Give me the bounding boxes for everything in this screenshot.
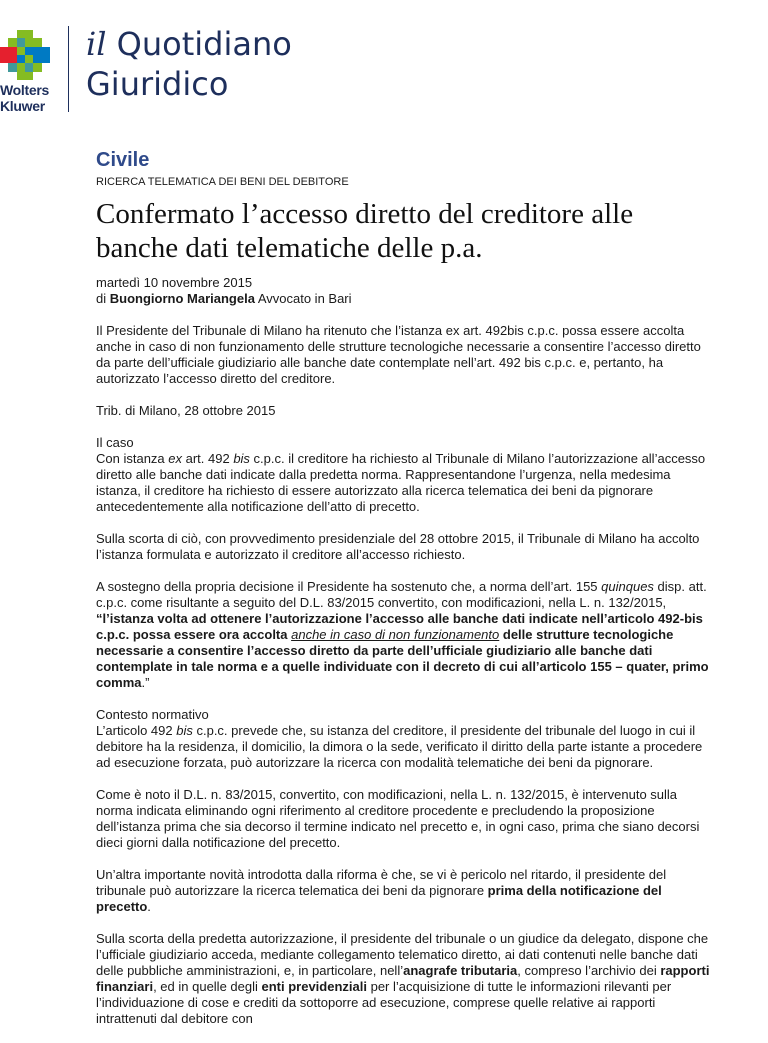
text: .” — [141, 675, 150, 690]
text: , ed in quelle degli — [153, 979, 262, 994]
masthead — [0, 0, 768, 130]
text-bold: anagrafe tributaria — [403, 963, 518, 978]
article-title: Confermato l’accesso diretto del creditore alle banche dati telematiche delle p.a. — [96, 198, 634, 264]
text: c.p.c. il creditore ha richiesto al Tribunale di Milano l’autorizzazione all’accesso diretto alle banche dati indicate dalla predetta norma. Rappresentandone l’urgenza, nella medesima istanza, il creditore ha richiesto di essere autorizzato alla ricerca telematica dei beni da pignorare antecedentemente alla notificazione dell’atto di precetto. — [96, 451, 706, 514]
text-bold: delle strutture tecnologiche necessarie a consentire l’accesso diretto da parte dell’ufficiale giudiziario alle banche dati contemplate in tale norma e a quelle individuate con il decreto di cui all’articolo 155 – quater, primo comma — [96, 627, 709, 690]
text: , compreso l’archivio dei — [517, 963, 661, 978]
text: L’articolo 492 — [96, 723, 177, 738]
contesto-heading: Contesto normativo — [96, 707, 209, 722]
byline — [96, 291, 716, 307]
contesto-paragraph-2: Come è noto il D.L. n. 83/2015, convertito, con modificazioni, nella L. n. 132/2015, è intervenuto sulla norma indicata eliminando ogni riferimento al creditore procedente e precludendo la proposizione dell’istanza prima che sia decorso il termine indicato nel precetto e, in ogni caso, prima che siano decorsi dieci giorni dalla notificazione del precetto. — [96, 787, 700, 850]
author-role: Avvocato in Bari — [257, 291, 352, 306]
text: c.p.c. prevede che, su istanza del creditore, il presidente del tribunale del luogo in cui il debitore ha la residenza, il domicilio, la dimora o la sede, verificato il diritto della parte istante a procedere ad esecuzione forzata, può autorizzare la ricerca con modalità telematiche dei beni da pignorare. — [96, 723, 703, 770]
caso-paragraph-3 — [96, 579, 716, 691]
publisher-logo-text — [0, 82, 62, 114]
caso-heading: Il caso — [96, 435, 134, 450]
contesto-paragraph-4 — [96, 931, 716, 1027]
article-date: martedì 10 novembre 2015 — [96, 275, 253, 290]
text: Con istanza — [96, 451, 169, 466]
contesto-paragraph-3 — [96, 867, 716, 915]
text-italic: bis — [176, 723, 193, 738]
caso-paragraph-2: Sulla scorta di ciò, con provvedimento presidenziale del 28 ottobre 2015, il Tribunale di Milano ha accolto l’istanza formulata e autorizzato il creditore all’accesso richiesto. — [96, 531, 700, 562]
publication-title — [86, 24, 292, 104]
text-italic: bis — [233, 451, 250, 466]
brand-il: il — [86, 25, 107, 63]
text: . — [147, 899, 151, 914]
text-bold: rapporti finanziari — [96, 963, 710, 994]
text-italic: ex — [168, 451, 182, 466]
citation: Trib. di Milano, 28 ottobre 2015 — [96, 403, 276, 418]
article — [96, 148, 716, 1043]
text-underline: anche in caso di non funzionamento — [291, 627, 500, 642]
brand-line-1: Quotidiano — [116, 25, 292, 63]
byline-prefix: di — [96, 291, 107, 306]
summary: Il Presidente del Tribunale di Milano ha ritenuto che l’istanza ex art. 492bis c.p.c. possa essere accolta anche in caso di non funzionamento delle strutture tecnologiche necessarie a consentire l’accesso diretto da parte dell’ufficiale giudiziario alle banche date contemplate nell’art. 492 bis c.p.c. e, pertanto, ha autorizzato l’accesso diretto del creditore. — [96, 323, 701, 386]
kicker: RICERCA TELEMATICA DEI BENI DEL DEBITORE — [96, 176, 349, 188]
caso-paragraph-1 — [96, 435, 716, 515]
text: art. 492 — [182, 451, 234, 466]
text: A sostegno della propria decisione il Presidente ha sostenuto che, a norma dell’art. 155 — [96, 579, 602, 594]
author-name: Buongiorno Mariangela — [109, 291, 255, 306]
text: per l’acquisizione di tutte le informazioni rilevanti per l’individuazione di cose e crediti da sottoporre ad esecuzione, comprese quelle relative ai rapporti intrattenuti dal debitore con — [96, 979, 672, 1026]
text-bold: enti previdenziali — [261, 979, 367, 994]
brand-line-2: Giuridico — [86, 65, 229, 103]
wolters-kluwer-logo-icon — [0, 30, 50, 80]
logo-divider — [68, 26, 69, 112]
text-bold: “l’istanza volta ad ottenere l’autorizzazione l’accesso alle banche dati indicate nell’articolo 492-bis c.p.c. possa essere ora accolta — [96, 611, 703, 642]
text: Sulla scorta della predetta autorizzazione, il presidente del tribunale o un giudice da delegato, dispone che l’ufficiale giudiziario acceda, mediante collegamento telematico diretto, ai dati contenuti nelle banche dati delle pubbliche amministrazioni, e, in particolare, nell’ — [96, 931, 709, 978]
text-bold: prima della notificazione del precetto — [96, 883, 662, 914]
text: Un’altra importante novità introdotta dalla riforma è che, se vi è pericolo nel ritardo, il presidente del tribunale può autorizzare la ricerca telematica dei beni da pignorare — [96, 867, 667, 898]
logo-line-2: Kluwer — [0, 98, 45, 114]
section-label: Civile — [96, 149, 150, 171]
contesto-paragraph-1 — [96, 707, 716, 771]
text: disp. att. c.p.c. come risultante a seguito del D.L. 83/2015 convertito, con modificazioni, nella L. n. 132/2015, — [96, 579, 707, 610]
text-italic: quinques — [601, 579, 654, 594]
logo-line-1: Wolters — [0, 82, 49, 98]
